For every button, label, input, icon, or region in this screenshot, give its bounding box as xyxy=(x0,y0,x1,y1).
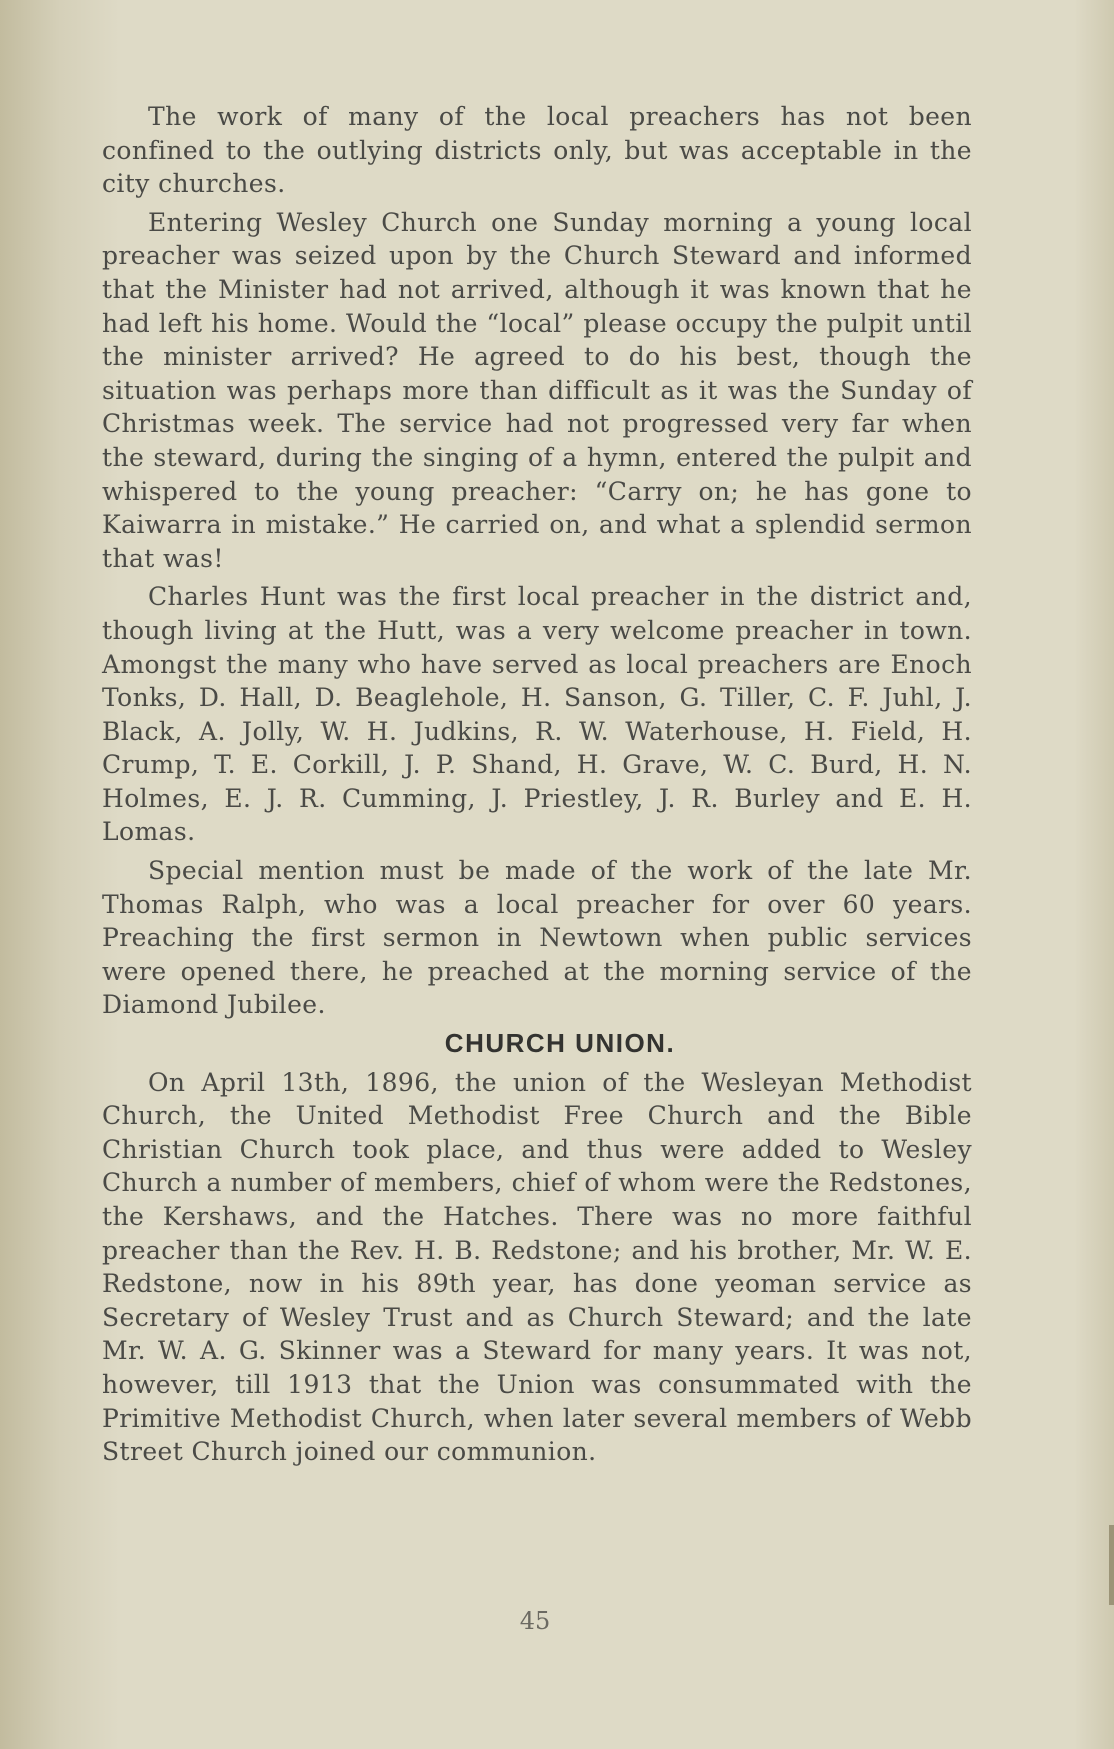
paragraph-local-preachers-intro: The work of many of the local preachers has not been confined to the outlying districts only, but was acceptable in the city churches. xyxy=(102,102,972,199)
page-edge-mark xyxy=(1109,1525,1114,1605)
page-body xyxy=(102,100,972,1474)
section-heading: CHURCH UNION. xyxy=(444,1028,676,1059)
paragraph-wesley-church-story: Entering Wesley Church one Sunday morning a young local preacher was seized upon by the Church Steward and informed that the Minister had not arrived, although it was known that he had left his home. Would the “local” please occupy the pulpit until the minister arrived? He agreed to do his best, though the situation was perhaps more than difficult as it was the Sunday of Christmas week. The service had not progressed very far when the steward, during the singing of a hymn, entered the pulpit and whispered to the young preacher: “Carry on; he has gone to Kaiwarra in mistake.” He carried on, and what a splendid sermon that was! xyxy=(102,207,972,573)
paragraph-local-preachers-list: Charles Hunt was the first local preacher in the district and, though living at the Hutt, was a very welcome preacher in town. Amongst the many who have served as local preachers are Enoch Tonks, D. Hall, D. Beaglehole, H. Sanson, G. Tiller, C. F. Juhl, J. Black, A. Jolly, W. H. Judkins, R. W. Waterhouse, H. Field, H. Crump, T. E. Corkill, J. P. Shand, H. Grave, W. C. Burd, H. N. Holmes, E. J. R. Cumming, J. Priestley, J. R. Burley and E. H. Lomas. xyxy=(102,582,972,847)
paragraph-thomas-ralph: Special mention must be made of the work of the late Mr. Thomas Ralph, who was a local preacher for over 60 years. Preaching the first sermon in Newtown when public services were opened there, he preached at the morning service of the Diamond Jubilee. xyxy=(102,856,972,1020)
page-number: 45 xyxy=(519,1607,551,1635)
paragraph-church-union: On April 13th, 1896, the union of the Wesleyan Methodist Church, the United Methodist Free Church and the Bible Christian Church took place, and thus were added to Wesley Church a number of members, chief of whom were the Redstones, the Kershaws, and the Hatches. There was no more faithful preacher than the Rev. H. B. Redstone; and his brother, Mr. W. E. Redstone, now in his 89th year, has done yeoman service as Secretary of Wesley Trust and as Church Steward; and the late Mr. W. A. G. Skinner was a Steward for many years. It was not, however, till 1913 that the Union was consummated with the Primitive Methodist Church, when later several members of Webb Street Church joined our communion. xyxy=(102,1067,972,1467)
